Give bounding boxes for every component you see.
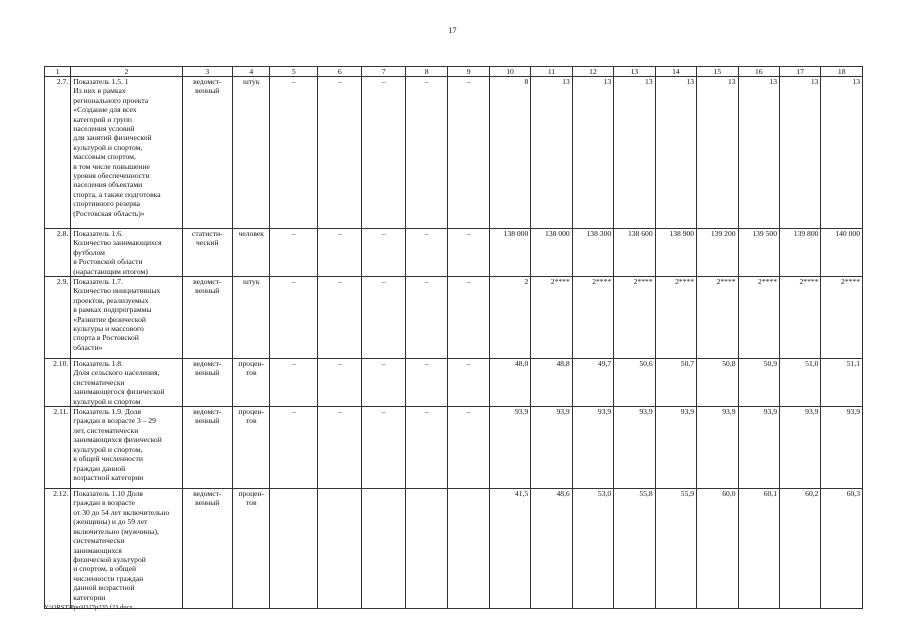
row-number: 2.12. bbox=[45, 489, 71, 609]
column-number-1: 1 bbox=[45, 67, 71, 77]
data-source: ведомст- венный bbox=[182, 359, 233, 407]
year-value: 60,0 bbox=[697, 489, 738, 609]
unit-of-measure: процен- тов bbox=[233, 489, 270, 609]
year-value: 13 bbox=[531, 77, 572, 229]
column-number-11: 11 bbox=[531, 67, 572, 77]
year-value: 50,7 bbox=[655, 359, 696, 407]
year-value: 139 500 bbox=[738, 229, 779, 277]
year-value: – bbox=[448, 359, 489, 407]
column-number-18: 18 bbox=[821, 67, 863, 77]
year-value: – bbox=[317, 277, 361, 359]
year-value: 50,6 bbox=[614, 359, 655, 407]
year-value: 60,2 bbox=[780, 489, 821, 609]
year-value: 48,6 bbox=[531, 489, 572, 609]
year-value bbox=[405, 489, 447, 609]
year-value: 13 bbox=[572, 77, 613, 229]
year-value: 2**** bbox=[614, 277, 655, 359]
year-value: 93,9 bbox=[614, 407, 655, 489]
column-number-10: 10 bbox=[489, 67, 530, 77]
column-number-9: 9 bbox=[448, 67, 489, 77]
year-value: – bbox=[405, 229, 447, 277]
year-value: 138 000 bbox=[531, 229, 572, 277]
year-value: 41,5 bbox=[489, 489, 530, 609]
year-value: – bbox=[362, 277, 405, 359]
year-value: 48,0 bbox=[489, 359, 530, 407]
row-number: 2.11. bbox=[45, 407, 71, 489]
year-value: 93,9 bbox=[489, 407, 530, 489]
year-value: 13 bbox=[697, 77, 738, 229]
data-source: статисти- ческий bbox=[182, 229, 233, 277]
column-number-6: 6 bbox=[317, 67, 361, 77]
data-source: ведомст- венный bbox=[182, 277, 233, 359]
row-number: 2.9. bbox=[45, 277, 71, 359]
table-row bbox=[45, 489, 863, 609]
year-value: 8 bbox=[489, 77, 530, 229]
unit-of-measure: процен- тов bbox=[233, 359, 270, 407]
unit-of-measure: штук bbox=[233, 77, 270, 229]
year-value: 49,7 bbox=[572, 359, 613, 407]
column-number-7: 7 bbox=[362, 67, 405, 77]
year-value: – bbox=[362, 407, 405, 489]
row-number: 2.8. bbox=[45, 229, 71, 277]
year-value: 60,3 bbox=[821, 489, 863, 609]
year-value: 50,8 bbox=[697, 359, 738, 407]
data-source: ведомст- венный bbox=[182, 489, 233, 609]
year-value: 93,9 bbox=[821, 407, 863, 489]
year-value: 13 bbox=[614, 77, 655, 229]
column-number-5: 5 bbox=[270, 67, 318, 77]
year-value: – bbox=[270, 407, 318, 489]
column-number-13: 13 bbox=[614, 67, 655, 77]
year-value: 13 bbox=[821, 77, 863, 229]
unit-of-measure: процен- тов bbox=[233, 407, 270, 489]
year-value: 2**** bbox=[738, 277, 779, 359]
table-row bbox=[45, 77, 863, 229]
year-value: 13 bbox=[780, 77, 821, 229]
column-number-15: 15 bbox=[697, 67, 738, 77]
table-row bbox=[45, 407, 863, 489]
year-value: 60,1 bbox=[738, 489, 779, 609]
year-value: – bbox=[405, 407, 447, 489]
indicator-name: Показатель 1.8. Доля сельского населения, систематически занимающегося физической культурой и спортом bbox=[71, 359, 182, 407]
column-number-2: 2 bbox=[71, 67, 182, 77]
year-value: 2**** bbox=[780, 277, 821, 359]
column-number-3: 3 bbox=[182, 67, 233, 77]
unit-of-measure: человек bbox=[233, 229, 270, 277]
year-value: 48,8 bbox=[531, 359, 572, 407]
year-value: 138 600 bbox=[614, 229, 655, 277]
year-value: – bbox=[270, 277, 318, 359]
year-value: – bbox=[405, 277, 447, 359]
column-number-12: 12 bbox=[572, 67, 613, 77]
row-number: 2.10. bbox=[45, 359, 71, 407]
year-value: 93,9 bbox=[531, 407, 572, 489]
year-value: 51,0 bbox=[780, 359, 821, 407]
year-value: 2**** bbox=[572, 277, 613, 359]
table-row bbox=[45, 229, 863, 277]
year-value: – bbox=[405, 77, 447, 229]
year-value: – bbox=[362, 359, 405, 407]
column-number-17: 17 bbox=[780, 67, 821, 77]
year-value: 13 bbox=[655, 77, 696, 229]
indicators-table bbox=[44, 66, 863, 609]
year-value: 138 900 bbox=[655, 229, 696, 277]
year-value: 13 bbox=[738, 77, 779, 229]
table-row bbox=[45, 277, 863, 359]
year-value: – bbox=[448, 277, 489, 359]
column-number-4: 4 bbox=[233, 67, 270, 77]
year-value: 139 200 bbox=[697, 229, 738, 277]
year-value: 53,0 bbox=[572, 489, 613, 609]
year-value: – bbox=[270, 77, 318, 229]
column-number-row bbox=[45, 67, 863, 77]
column-number-8: 8 bbox=[405, 67, 447, 77]
year-value: 2**** bbox=[821, 277, 863, 359]
year-value: 55,9 bbox=[655, 489, 696, 609]
year-value: – bbox=[405, 359, 447, 407]
indicator-name: Показатель 1.10 Доля граждан в возрасте от 30 до 54 лет включительно (женщины) и до 59 лет включительно (мужчины), систематически занимающихся физической культурой и спортом, в общей численности граждан данной возрастной категории bbox=[71, 489, 182, 609]
data-source: ведомст- венный bbox=[182, 77, 233, 229]
year-value bbox=[317, 489, 361, 609]
indicator-name: Показатель 1.9. Доля граждан в возрасте 3 – 29 лет, систематически занимающихся физической культурой и спортом, в общей численности граждан данной возрастной категории bbox=[71, 407, 182, 489]
year-value: – bbox=[448, 407, 489, 489]
indicator-name: Показатель 1.5. 1 Из них в рамках регионального проекта «Создание для всех категорий и групп населения условий для занятий физической культурой и спортом, массовым спортом, в том числе повышение уровня обеспеченности населения объектами спорта, а также подготовка спортивного резерва (Ростовская область)» bbox=[71, 77, 182, 229]
year-value: – bbox=[362, 77, 405, 229]
column-number-14: 14 bbox=[655, 67, 696, 77]
indicator-name: Показатель 1.7. Количество инициативных проектов, реализуемых в рамках подпрограммы «Развитие физической культуры и массового спорта в Ростовской области» bbox=[71, 277, 182, 359]
year-value: 140 000 bbox=[821, 229, 863, 277]
year-value: 55,8 bbox=[614, 489, 655, 609]
year-value bbox=[362, 489, 405, 609]
column-number-16: 16 bbox=[738, 67, 779, 77]
year-value: 2 bbox=[489, 277, 530, 359]
year-value: 138 300 bbox=[572, 229, 613, 277]
year-value: – bbox=[317, 77, 361, 229]
year-value: 2**** bbox=[697, 277, 738, 359]
table-row bbox=[45, 359, 863, 407]
year-value: – bbox=[317, 229, 361, 277]
year-value: 50,9 bbox=[738, 359, 779, 407]
page-number: 17 bbox=[448, 26, 457, 35]
year-value: 93,9 bbox=[738, 407, 779, 489]
year-value bbox=[270, 489, 318, 609]
year-value: 138 000 bbox=[489, 229, 530, 277]
year-value: – bbox=[270, 229, 318, 277]
year-value: 93,9 bbox=[655, 407, 696, 489]
year-value: – bbox=[270, 359, 318, 407]
year-value: 2**** bbox=[531, 277, 572, 359]
row-number: 2.7. bbox=[45, 77, 71, 229]
year-value: – bbox=[317, 407, 361, 489]
year-value: 93,9 bbox=[780, 407, 821, 489]
unit-of-measure: штук bbox=[233, 277, 270, 359]
year-value: 93,9 bbox=[697, 407, 738, 489]
file-path-footer: Y:\ORST\Ppo\0327p235.f23.docx bbox=[44, 604, 133, 611]
indicator-name: Показатель 1.6. Количество занимающихся футболом в Ростовской области (нарастающим итогом) bbox=[71, 229, 182, 277]
year-value: 2**** bbox=[655, 277, 696, 359]
year-value: – bbox=[448, 77, 489, 229]
year-value: – bbox=[317, 359, 361, 407]
data-source: ведомст- венный bbox=[182, 407, 233, 489]
year-value: 93,9 bbox=[572, 407, 613, 489]
year-value: – bbox=[362, 229, 405, 277]
year-value bbox=[448, 489, 489, 609]
year-value: 51,1 bbox=[821, 359, 863, 407]
year-value: – bbox=[448, 229, 489, 277]
year-value: 139 800 bbox=[780, 229, 821, 277]
